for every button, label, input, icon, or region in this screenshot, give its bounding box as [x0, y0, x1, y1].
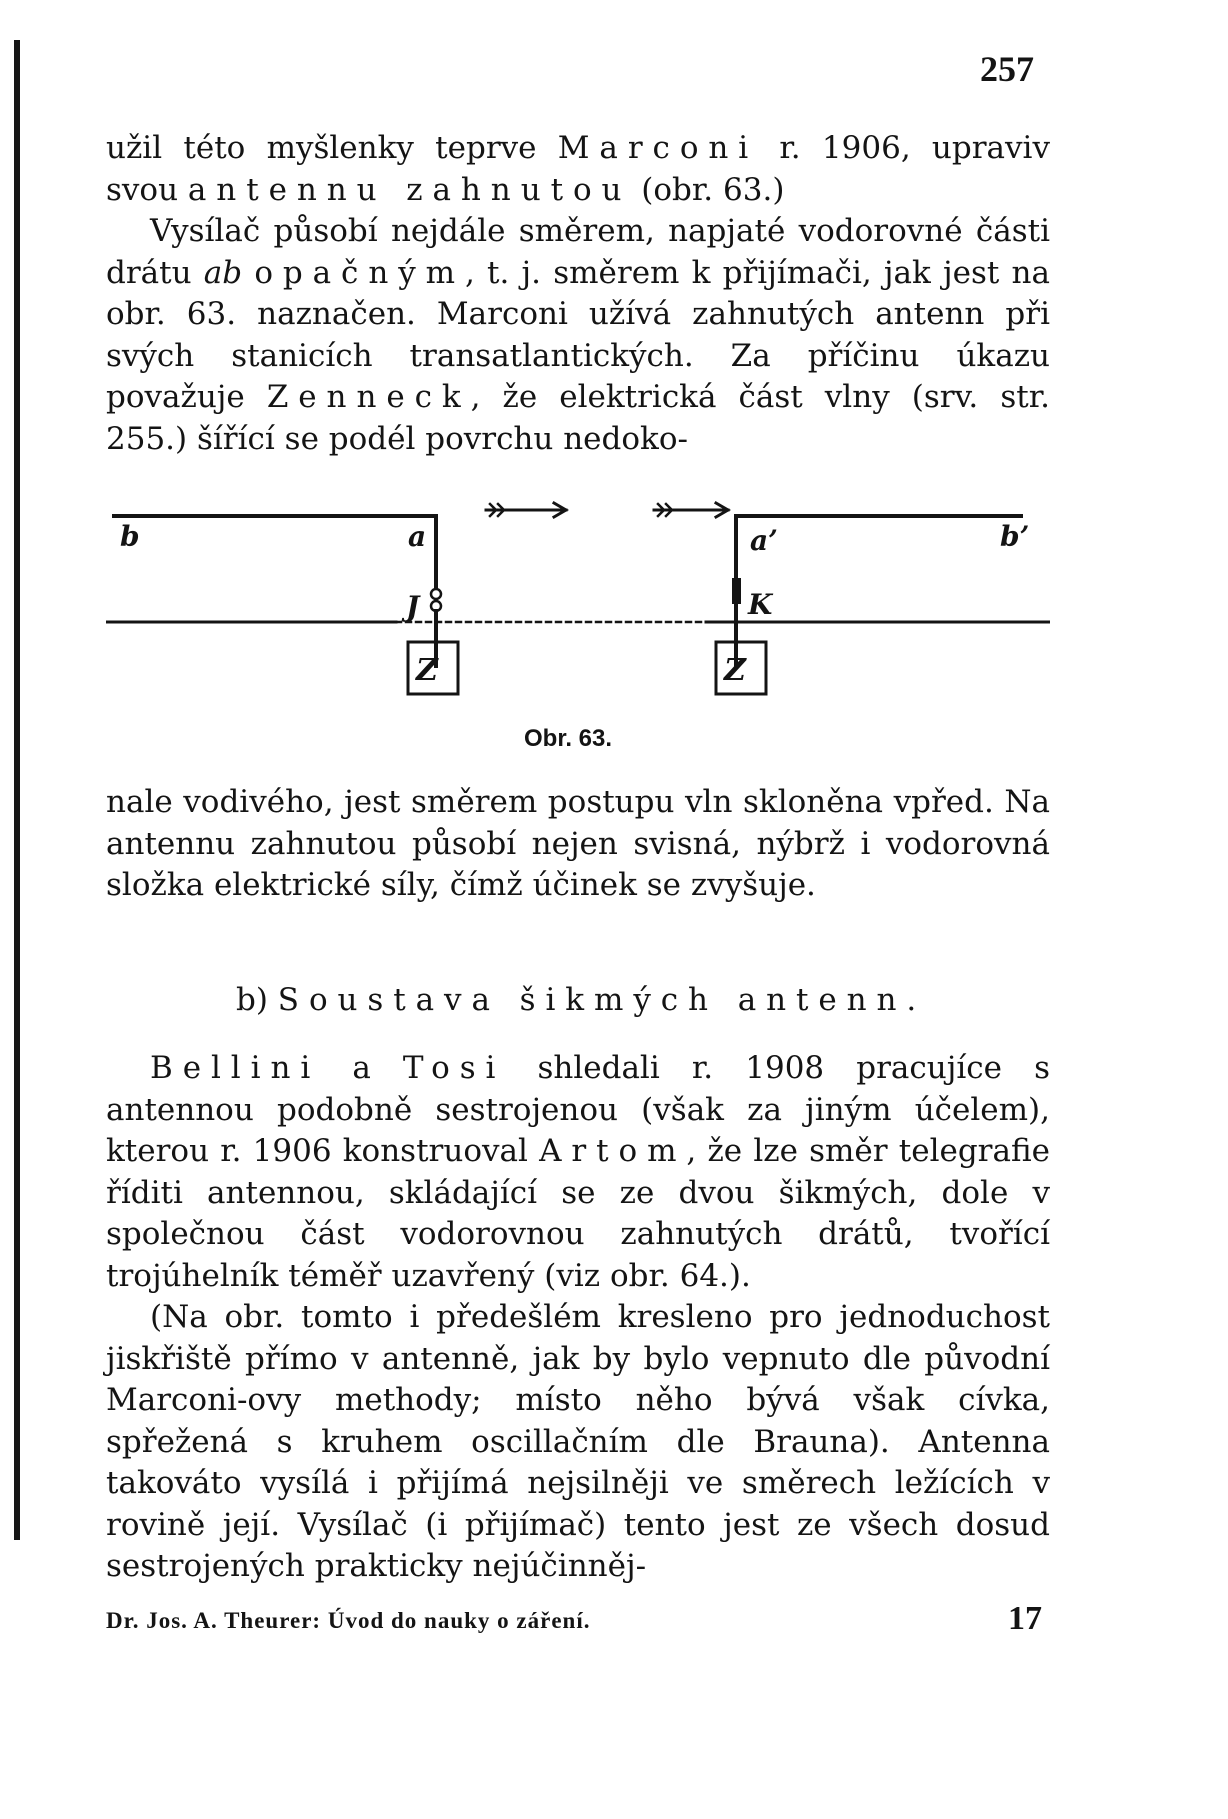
spark-gap-top [431, 589, 441, 599]
text-run: shledali r. 1908 pracujíce s antennou podobně sestrojenou (však za jiným účelem), kterou r. 1906 konstruoval [106, 1050, 1050, 1169]
label-a: a [408, 520, 427, 553]
label-z-right: Z [724, 653, 746, 688]
text-run: , že lze směr telegrafie říditi antennou, skládající se ze dvou šikmých, dole v společnou část vodorovnou zahnutých drátů, tvořící trojúhelník téměř uzavřený (viz obr. 64.). [106, 1133, 1050, 1294]
text-run: r. 1906, upraviv svou [106, 130, 1050, 208]
name-zenneck: Zenneck [266, 379, 471, 415]
label-b-prime: b’ [1000, 520, 1030, 553]
name-tosi: Tosi [402, 1050, 506, 1086]
label-a-prime: a’ [750, 524, 778, 557]
text-run: a [320, 1050, 403, 1086]
term-antenna: antennu zahnutou [187, 171, 632, 208]
section-heading [236, 980, 926, 1021]
term-opacnym: opačným [254, 254, 465, 291]
footer-sheet-number: 17 [1008, 1600, 1042, 1637]
paragraph-2 [106, 782, 1050, 907]
label-j: J [406, 590, 420, 623]
text-run: užil této myšlenky teprve [106, 130, 558, 166]
name-artom: Artom [539, 1133, 687, 1169]
scan-left-edge [14, 40, 20, 1540]
footer-author-title: Dr. Jos. A. Theurer: Úvod do nauky o záření. [106, 1608, 591, 1633]
paragraph-4-text: (Na obr. tomto i předešlém kresleno pro jednoduchost jiskřiště přímo v antenně, jak by bylo vepnuto dle původní Marconi-ovy methody; místo něho bývá však cívka, spřežená s kruhem oscillačním dle Brauna). Antenna takováto vysílá i přijímá nejsilněji ve směrech ležících v rovině její. Vysílač (i přijímač) tento jest ze všech dosud sestrojených prakticky nejúčinněj- [106, 1299, 1050, 1584]
label-ab: ab [203, 254, 243, 291]
detector-k [732, 578, 741, 604]
label-k: K [748, 588, 773, 621]
paragraph-2-text: nale vodivého, jest směrem postupu vln skloněna vpřed. Na antennu zahnutou působí nejen svisná, nýbrž i vodorovná složka elektrické síly, čímž účinek se zvyšuje. [106, 784, 1050, 903]
name-marconi: Marconi [557, 130, 759, 166]
text-run [242, 255, 254, 291]
page-number: 257 [980, 49, 1034, 89]
paragraphs-3-4 [106, 1048, 1050, 1588]
label-z-left: Z [416, 653, 438, 688]
name-bellini: Bellini [150, 1050, 321, 1086]
figure-caption: Obr. 63. [524, 725, 613, 752]
antenna-diagram [106, 498, 1050, 768]
label-b: b [120, 520, 140, 553]
text-run: , že elektrická část vlny (srv. str. 255.) šířící se podél povrchu nedoko- [106, 379, 1050, 457]
paragraph-1 [106, 128, 1050, 460]
text-run: (obr. 63.) [631, 171, 785, 208]
text-run: Vysílač působí nejdále směrem, napjaté vodorovné části drátu [106, 213, 1050, 291]
section-heading-title: Soustava šikmých antenn. [277, 982, 927, 1018]
text-run: , t. j. směrem k přijímači, jak jest na obr. 63. naznačen. Marconi užívá zahnutých antenn při svých stanicích transatlantických. Za příčinu úkazu považuje [106, 254, 1050, 415]
section-heading-prefix: b) [236, 982, 278, 1018]
figure-63 [106, 498, 1050, 768]
